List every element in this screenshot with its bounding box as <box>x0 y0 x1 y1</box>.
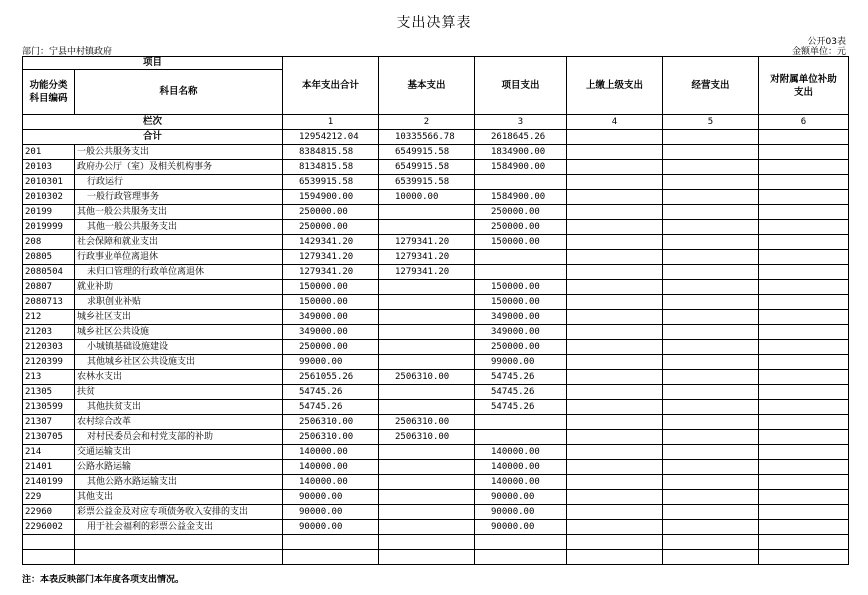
row-basic: 6549915.58 <box>379 160 475 175</box>
row-business <box>663 190 759 205</box>
expenditure-table <box>22 56 849 565</box>
row-name: 农林水支出 <box>75 370 283 385</box>
row-basic: 1279341.20 <box>379 250 475 265</box>
row-project: 250000.00 <box>475 340 567 355</box>
empty-cell <box>283 535 379 550</box>
row-total: 150000.00 <box>283 295 379 310</box>
row-basic <box>379 220 475 235</box>
row-name: 城乡社区公共设施 <box>75 325 283 340</box>
table-row <box>23 295 849 310</box>
empty-cell <box>759 535 849 550</box>
row-project: 150000.00 <box>475 295 567 310</box>
row-code: 201 <box>23 145 75 160</box>
row-basic <box>379 280 475 295</box>
row-total: 90000.00 <box>283 505 379 520</box>
row-business <box>663 205 759 220</box>
table-row <box>23 160 849 175</box>
row-code: 2019999 <box>23 220 75 235</box>
row-business <box>663 235 759 250</box>
row-total: 250000.00 <box>283 340 379 355</box>
row-basic: 2506310.00 <box>379 415 475 430</box>
row-upper <box>567 190 663 205</box>
empty-cell <box>567 535 663 550</box>
row-upper <box>567 400 663 415</box>
row-subsidy <box>759 220 849 235</box>
empty-cell <box>283 550 379 565</box>
row-basic: 1279341.20 <box>379 235 475 250</box>
row-name: 农村综合改革 <box>75 415 283 430</box>
row-subsidy <box>759 370 849 385</box>
row-total: 8384815.58 <box>283 145 379 160</box>
row-basic <box>379 490 475 505</box>
col-index-1: 1 <box>283 115 379 130</box>
row-name: 行政运行 <box>75 175 283 190</box>
row-code: 21203 <box>23 325 75 340</box>
row-basic <box>379 505 475 520</box>
empty-cell <box>23 535 75 550</box>
empty-cell <box>379 535 475 550</box>
row-project <box>475 415 567 430</box>
col-index-4: 4 <box>567 115 663 130</box>
table-row <box>23 235 849 250</box>
row-project: 349000.00 <box>475 325 567 340</box>
table-row <box>23 310 849 325</box>
row-total: 1279341.20 <box>283 265 379 280</box>
row-basic: 1279341.20 <box>379 265 475 280</box>
row-upper <box>567 385 663 400</box>
row-business <box>663 355 759 370</box>
row-upper <box>567 505 663 520</box>
row-total: 140000.00 <box>283 475 379 490</box>
row-name: 其他城乡社区公共设施支出 <box>75 355 283 370</box>
row-subsidy <box>759 145 849 160</box>
row-business <box>663 295 759 310</box>
row-code: 20199 <box>23 205 75 220</box>
row-upper <box>567 520 663 535</box>
sum-upper <box>567 130 663 145</box>
row-subsidy <box>759 520 849 535</box>
table-row <box>23 385 849 400</box>
subsidy-header: 对附属单位补助 支出 <box>759 57 849 115</box>
row-upper <box>567 280 663 295</box>
table-row <box>23 250 849 265</box>
row-name: 其他扶贫支出 <box>75 400 283 415</box>
row-total: 1279341.20 <box>283 250 379 265</box>
row-subsidy <box>759 340 849 355</box>
row-upper <box>567 370 663 385</box>
empty-row <box>23 550 849 565</box>
row-name: 未归口管理的行政单位离退休 <box>75 265 283 280</box>
row-name: 用于社会福利的彩票公益金支出 <box>75 520 283 535</box>
row-project: 1834900.00 <box>475 145 567 160</box>
row-code: 2080713 <box>23 295 75 310</box>
row-subsidy <box>759 355 849 370</box>
table-row <box>23 400 849 415</box>
row-code: 214 <box>23 445 75 460</box>
row-subsidy <box>759 400 849 415</box>
row-subsidy <box>759 445 849 460</box>
sum-business <box>663 130 759 145</box>
row-total: 1429341.20 <box>283 235 379 250</box>
row-total: 6539915.58 <box>283 175 379 190</box>
sum-basic: 10335566.78 <box>379 130 475 145</box>
row-name: 城乡社区支出 <box>75 310 283 325</box>
table-row <box>23 355 849 370</box>
row-basic <box>379 325 475 340</box>
row-basic: 2506310.00 <box>379 370 475 385</box>
empty-cell <box>663 535 759 550</box>
row-subsidy <box>759 490 849 505</box>
row-subsidy <box>759 460 849 475</box>
row-name: 一般行政管理事务 <box>75 190 283 205</box>
row-subsidy <box>759 310 849 325</box>
empty-cell <box>75 550 283 565</box>
table-row <box>23 460 849 475</box>
func-code-header: 功能分类 科目编码 <box>23 70 75 115</box>
table-row <box>23 370 849 385</box>
row-business <box>663 250 759 265</box>
row-business <box>663 280 759 295</box>
row-subsidy <box>759 430 849 445</box>
row-basic: 10000.00 <box>379 190 475 205</box>
sum-project: 2618645.26 <box>475 130 567 145</box>
row-basic <box>379 475 475 490</box>
row-subsidy <box>759 205 849 220</box>
table-row <box>23 505 849 520</box>
row-code: 20807 <box>23 280 75 295</box>
row-name: 其他一般公共服务支出 <box>75 205 283 220</box>
row-upper <box>567 235 663 250</box>
row-business <box>663 340 759 355</box>
row-total: 54745.26 <box>283 385 379 400</box>
row-basic: 2506310.00 <box>379 430 475 445</box>
row-name: 扶贫 <box>75 385 283 400</box>
row-upper <box>567 355 663 370</box>
row-upper <box>567 160 663 175</box>
row-total: 8134815.58 <box>283 160 379 175</box>
empty-cell <box>759 550 849 565</box>
row-code: 2130705 <box>23 430 75 445</box>
empty-cell <box>567 550 663 565</box>
row-upper <box>567 295 663 310</box>
row-code: 21305 <box>23 385 75 400</box>
row-total: 99000.00 <box>283 355 379 370</box>
table-row <box>23 190 849 205</box>
row-project: 250000.00 <box>475 220 567 235</box>
row-code: 21307 <box>23 415 75 430</box>
row-total: 349000.00 <box>283 325 379 340</box>
table-row <box>23 325 849 340</box>
row-basic <box>379 355 475 370</box>
row-name: 其他支出 <box>75 490 283 505</box>
row-project <box>475 175 567 190</box>
col-index-6: 6 <box>759 115 849 130</box>
sum-subsidy <box>759 130 849 145</box>
table-row <box>23 175 849 190</box>
table-row <box>23 430 849 445</box>
row-business <box>663 460 759 475</box>
empty-row <box>23 535 849 550</box>
table-row <box>23 280 849 295</box>
row-subsidy <box>759 265 849 280</box>
row-code: 2130599 <box>23 400 75 415</box>
row-code: 2296002 <box>23 520 75 535</box>
row-business <box>663 400 759 415</box>
row-code: 208 <box>23 235 75 250</box>
subject-name-header: 科目名称 <box>75 70 283 115</box>
row-subsidy <box>759 160 849 175</box>
row-business <box>663 175 759 190</box>
row-total: 140000.00 <box>283 460 379 475</box>
row-upper <box>567 460 663 475</box>
row-business <box>663 325 759 340</box>
row-business <box>663 430 759 445</box>
row-code: 20805 <box>23 250 75 265</box>
row-business <box>663 310 759 325</box>
row-basic: 6549915.58 <box>379 145 475 160</box>
row-project: 99000.00 <box>475 355 567 370</box>
row-business <box>663 220 759 235</box>
row-code: 2010302 <box>23 190 75 205</box>
row-upper <box>567 310 663 325</box>
row-project: 140000.00 <box>475 460 567 475</box>
row-code: 212 <box>23 310 75 325</box>
row-subsidy <box>759 475 849 490</box>
row-upper <box>567 430 663 445</box>
row-business <box>663 445 759 460</box>
table-row <box>23 415 849 430</box>
row-name: 彩票公益金及对应专项债务收入安排的支出 <box>75 505 283 520</box>
empty-cell <box>23 550 75 565</box>
col-index-2: 2 <box>379 115 475 130</box>
row-subsidy <box>759 280 849 295</box>
row-business <box>663 490 759 505</box>
sum-label: 合计 <box>23 130 283 145</box>
row-total: 250000.00 <box>283 205 379 220</box>
row-business <box>663 385 759 400</box>
row-name: 其他一般公共服务支出 <box>75 220 283 235</box>
row-project: 54745.26 <box>475 370 567 385</box>
table-row <box>23 340 849 355</box>
row-project: 90000.00 <box>475 520 567 535</box>
row-project: 349000.00 <box>475 310 567 325</box>
row-basic <box>379 460 475 475</box>
row-project: 150000.00 <box>475 280 567 295</box>
row-business <box>663 145 759 160</box>
row-name: 对村民委员会和村党支部的补助 <box>75 430 283 445</box>
row-subsidy <box>759 190 849 205</box>
row-code: 20103 <box>23 160 75 175</box>
row-total: 90000.00 <box>283 520 379 535</box>
total-header: 本年支出合计 <box>283 57 379 115</box>
row-upper <box>567 445 663 460</box>
row-total: 2506310.00 <box>283 415 379 430</box>
row-name: 小城镇基础设施建设 <box>75 340 283 355</box>
footnote: 注：本表反映部门本年度各项支出情况。 <box>22 575 185 585</box>
row-total: 2506310.00 <box>283 430 379 445</box>
business-header: 经营支出 <box>663 57 759 115</box>
row-project <box>475 250 567 265</box>
table-row <box>23 220 849 235</box>
row-basic <box>379 445 475 460</box>
row-project: 140000.00 <box>475 445 567 460</box>
row-total: 90000.00 <box>283 490 379 505</box>
row-name: 其他公路水路运输支出 <box>75 475 283 490</box>
row-business <box>663 505 759 520</box>
row-subsidy <box>759 385 849 400</box>
row-upper <box>567 205 663 220</box>
empty-cell <box>475 535 567 550</box>
row-name: 一般公共服务支出 <box>75 145 283 160</box>
row-basic <box>379 385 475 400</box>
empty-cell <box>379 550 475 565</box>
row-project: 54745.26 <box>475 400 567 415</box>
row-business <box>663 265 759 280</box>
table-row <box>23 520 849 535</box>
row-total: 140000.00 <box>283 445 379 460</box>
row-project: 1584900.00 <box>475 190 567 205</box>
row-subsidy <box>759 295 849 310</box>
row-project: 140000.00 <box>475 475 567 490</box>
col-index-3: 3 <box>475 115 567 130</box>
row-code: 229 <box>23 490 75 505</box>
row-total: 349000.00 <box>283 310 379 325</box>
basic-header: 基本支出 <box>379 57 475 115</box>
amount-unit-label: 金额单位：元 <box>791 47 846 57</box>
row-total: 1594900.00 <box>283 190 379 205</box>
row-name: 交通运输支出 <box>75 445 283 460</box>
row-total: 150000.00 <box>283 280 379 295</box>
row-project: 54745.26 <box>475 385 567 400</box>
project-exp-header: 项目支出 <box>475 57 567 115</box>
row-upper <box>567 265 663 280</box>
row-business <box>663 370 759 385</box>
row-code: 2010301 <box>23 175 75 190</box>
row-subsidy <box>759 250 849 265</box>
row-project <box>475 265 567 280</box>
row-upper <box>567 415 663 430</box>
row-project <box>475 430 567 445</box>
row-project: 90000.00 <box>475 490 567 505</box>
empty-cell <box>663 550 759 565</box>
row-basic: 6539915.58 <box>379 175 475 190</box>
row-code: 2080504 <box>23 265 75 280</box>
row-code: 213 <box>23 370 75 385</box>
row-subsidy <box>759 505 849 520</box>
column-index-label: 栏次 <box>23 115 283 130</box>
row-subsidy <box>759 175 849 190</box>
row-basic <box>379 400 475 415</box>
row-name: 公路水路运输 <box>75 460 283 475</box>
row-name: 行政事业单位离退休 <box>75 250 283 265</box>
row-code: 2140199 <box>23 475 75 490</box>
row-subsidy <box>759 325 849 340</box>
row-upper <box>567 175 663 190</box>
row-upper <box>567 325 663 340</box>
table-row <box>23 475 849 490</box>
row-name: 社会保障和就业支出 <box>75 235 283 250</box>
table-row <box>23 265 849 280</box>
row-total: 54745.26 <box>283 400 379 415</box>
row-basic <box>379 295 475 310</box>
upper-header: 上缴上级支出 <box>567 57 663 115</box>
row-name: 就业补助 <box>75 280 283 295</box>
table-row <box>23 445 849 460</box>
table-row <box>23 145 849 160</box>
row-code: 2120303 <box>23 340 75 355</box>
table-row <box>23 490 849 505</box>
row-upper <box>567 340 663 355</box>
row-basic <box>379 310 475 325</box>
report-title: 支出决算表 <box>396 15 472 31</box>
row-basic <box>379 340 475 355</box>
row-upper <box>567 220 663 235</box>
row-business <box>663 415 759 430</box>
row-basic <box>379 520 475 535</box>
row-upper <box>567 475 663 490</box>
row-project: 90000.00 <box>475 505 567 520</box>
row-total: 2561055.26 <box>283 370 379 385</box>
row-code: 21401 <box>23 460 75 475</box>
row-project: 1584900.00 <box>475 160 567 175</box>
row-upper <box>567 145 663 160</box>
row-business <box>663 160 759 175</box>
form-code: 公开03表 <box>807 37 846 47</box>
empty-cell <box>475 550 567 565</box>
row-basic <box>379 205 475 220</box>
project-header: 项目 <box>23 57 283 70</box>
row-name: 政府办公厅（室）及相关机构事务 <box>75 160 283 175</box>
col-index-5: 5 <box>663 115 759 130</box>
row-upper <box>567 490 663 505</box>
row-business <box>663 520 759 535</box>
sum-total: 12954212.04 <box>283 130 379 145</box>
row-name: 求职创业补贴 <box>75 295 283 310</box>
row-project: 150000.00 <box>475 235 567 250</box>
row-code: 2120399 <box>23 355 75 370</box>
row-upper <box>567 250 663 265</box>
department-label: 部门：宁县中村镇政府 <box>22 47 113 57</box>
empty-cell <box>75 535 283 550</box>
row-code: 22960 <box>23 505 75 520</box>
row-business <box>663 475 759 490</box>
row-subsidy <box>759 415 849 430</box>
row-project: 250000.00 <box>475 205 567 220</box>
row-subsidy <box>759 235 849 250</box>
row-total: 250000.00 <box>283 220 379 235</box>
table-row <box>23 205 849 220</box>
